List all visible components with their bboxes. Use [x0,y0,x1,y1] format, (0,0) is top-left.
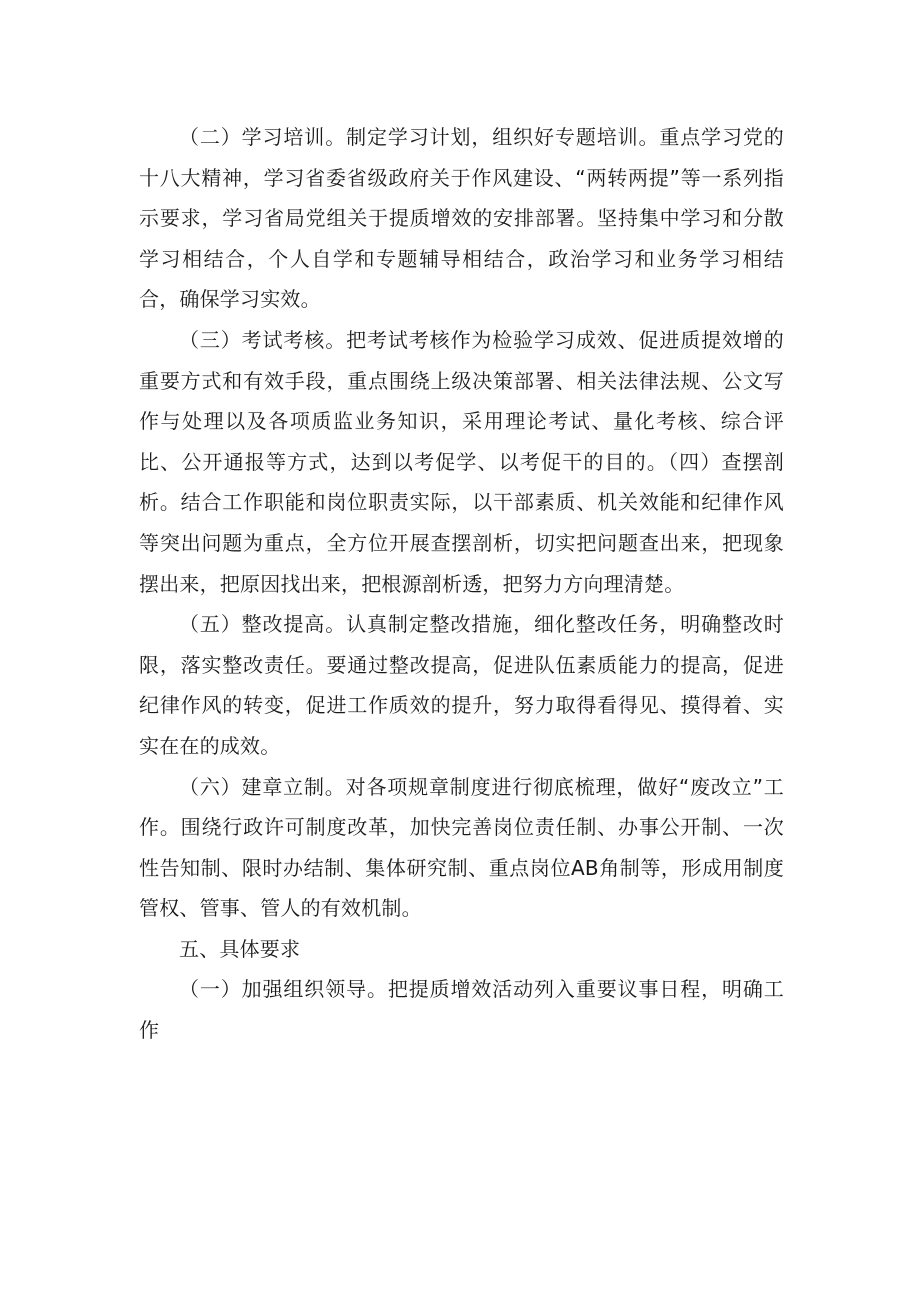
paragraph-rectification: （五）整改提高。认真制定整改措施，细化整改任务，明确整改时限，落实整改责任。要通过整改提高，促进队伍素质能力的提高，促进纪律作风的转变，促进工作质效的提升，努力取得看得见、摸得着、实实在在的成效。 [139,612,784,758]
document-body [139,117,784,1051]
paragraph-organization-leadership: （一）加强组织领导。把提质增效活动列入重要议事日程，明确工作 [139,977,784,1043]
paragraph-exam-assessment: （三）考试考核。把考试考核作为检验学习成效、促进质提效增的重要方式和有效手段，重点围绕上级决策部署、相关法律法规、公文写作与处理以及各项质监业务知识，采用理论考试、量化考核、综合评比、公开通报等方式，达到以考促学、以考促干的目的。（四）查摆剖析。结合工作职能和岗位职责实际，以干部素质、机关效能和纪律作风等突出问题为重点，全方位开展查摆剖析，切实把问题查出来，把现象摆出来，把原因找出来，把根源剖析透，把努力方向理清楚。 [139,327,784,596]
section-heading-requirements: 五、具体要求 [179,936,301,961]
paragraph-study-training: （二）学习培训。制定学习计划，组织好专题培训。重点学习党的十八大精神，学习省委省级政府关于作风建设、“两转两提”等一系列指示要求，学习省局党组关于提质增效的安排部署。坚持集中学习和分散学习相结合，个人自学和专题辅导相结合，政治学习和业务学习相结合，确保学习实效。 [139,125,784,312]
paragraph-rules-system: （六）建章立制。对各项规章制度进行彻底梳理，做好“废改立”工作。围绕行政许可制度改革，加快完善岗位责任制、办事公开制、一次性告知制、限时办结制、集体研究制、重点岗位AB角制等，形成用制度管权、管事、管人的有效机制。 [139,774,784,921]
